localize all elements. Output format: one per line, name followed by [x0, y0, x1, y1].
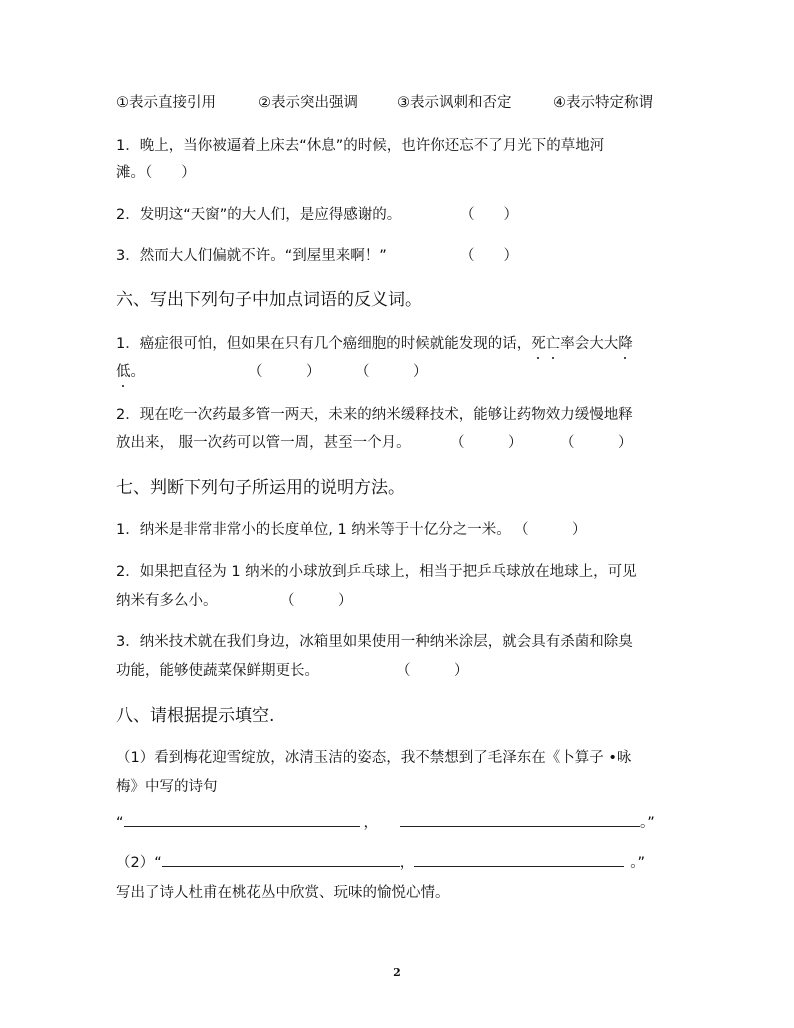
s8-q2-blank-1[interactable] [162, 852, 400, 867]
s8-q2-fill-row [116, 852, 645, 873]
s7-q2-answer[interactable]: （ ） [280, 593, 353, 609]
dotted-word: 亡 [545, 336, 561, 352]
s7-q1-answer[interactable]: （ ） [514, 522, 587, 538]
s6-q1-text-c: 。 [130, 364, 145, 380]
s8-q1-line1: （1）看到梅花迎雪绽放，冰清玉洁的姿态，我不禁想到了毛泽东在《卜算子 •咏 [116, 750, 632, 766]
s5-q3-answer[interactable]: （ ） [460, 248, 518, 264]
close-quote: 。” [640, 815, 655, 831]
s5-q2: 2．发明这“天窗”的大人们，是应得感谢的。 [116, 207, 402, 223]
s5-q1-line2: 滩。（ ） [116, 165, 196, 181]
option-2: ②表示突出强调 [258, 95, 358, 111]
s8-q1-blank-1[interactable] [124, 812, 360, 827]
close-quote: 。” [630, 855, 646, 871]
s5-q1-line1: 1．晚上，当你被逼着上床去“休息”的时候，也许你还忘不了月光下的草地河 [116, 138, 605, 154]
dotted-word: 降 [618, 336, 633, 352]
s6-q2-answer-2[interactable]: （ ） [560, 435, 633, 451]
s7-q3-answer[interactable]: （ ） [396, 663, 469, 679]
s6-q1-answer-1[interactable]: （ ） [248, 364, 321, 380]
s6-q1-line1 [116, 334, 633, 354]
option-1: ①表示直接引用 [116, 95, 216, 111]
s8-q2-line2: 写出了诗人杜甫在桃花丛中欣赏、玩味的愉悦心情。 [116, 885, 450, 901]
s7-q2-line1: 2．如果把直径为 1 纳米的小球放到乒乓球上，相当于把乒乓球放在地球上，可见 [116, 564, 637, 580]
section-8-title: 八、请根据提示填空. [116, 706, 275, 726]
s7-q2-line2: 纳米有多么小。 [116, 593, 218, 609]
s8-q2-blank-2[interactable] [414, 852, 624, 867]
s8-q1-fill-row [116, 812, 655, 833]
s8-q1-line2: 梅》中写的诗句 [116, 779, 218, 795]
s6-q1-text-a: 1．癌症很可怕，但如果在只有几个癌细胞的时候就能发现的话， [116, 336, 532, 352]
section-7-title: 七、判断下列句子所运用的说明方法。 [116, 478, 405, 498]
page-number: 2 [393, 966, 401, 979]
s6-q1-line2 [116, 362, 145, 382]
dotted-word: 死 [531, 336, 546, 352]
s6-q1-answer-2[interactable]: （ ） [355, 364, 428, 380]
s6-q2-answer-1[interactable]: （ ） [450, 435, 523, 451]
option-4: ④表示特定称谓 [553, 95, 653, 111]
dotted-word: 低 [116, 364, 131, 380]
s6-q1-text-b: 率会大大 [560, 336, 619, 352]
s7-q3-line2: 功能，能够使蔬菜保鲜期更长。 [116, 663, 319, 679]
open-quote: “ [116, 815, 124, 831]
s6-q2-line1: 2．现在吃一次药最多管一两天，未来的纳米缓释技术，能够让药物效力缓慢地释 [116, 407, 633, 423]
section-6-title: 六、写出下列句子中加点词语的反义词。 [116, 290, 422, 310]
s7-q3-line1: 3．纳米技术就在我们身边，冰箱里如果使用一种纳米涂层，就会具有杀菌和除臭 [116, 634, 633, 650]
comma: ， [399, 855, 415, 871]
comma: ， [363, 815, 379, 831]
s6-q2-line2: 放出来， 服一次药可以管一周，甚至一个月。 [116, 435, 411, 451]
s8-q2-number: （2）“ [116, 855, 162, 871]
s5-q3: 3．然而大人们偏就不许。“到屋里来啊！” [116, 248, 387, 264]
s8-q1-blank-2[interactable] [400, 812, 640, 827]
option-3: ③表示讽刺和否定 [397, 95, 512, 111]
s5-q2-answer[interactable]: （ ） [460, 207, 518, 223]
s7-q1: 1．纳米是非常非常小的长度单位, 1 纳米等于十亿分之一米。 [116, 522, 511, 538]
